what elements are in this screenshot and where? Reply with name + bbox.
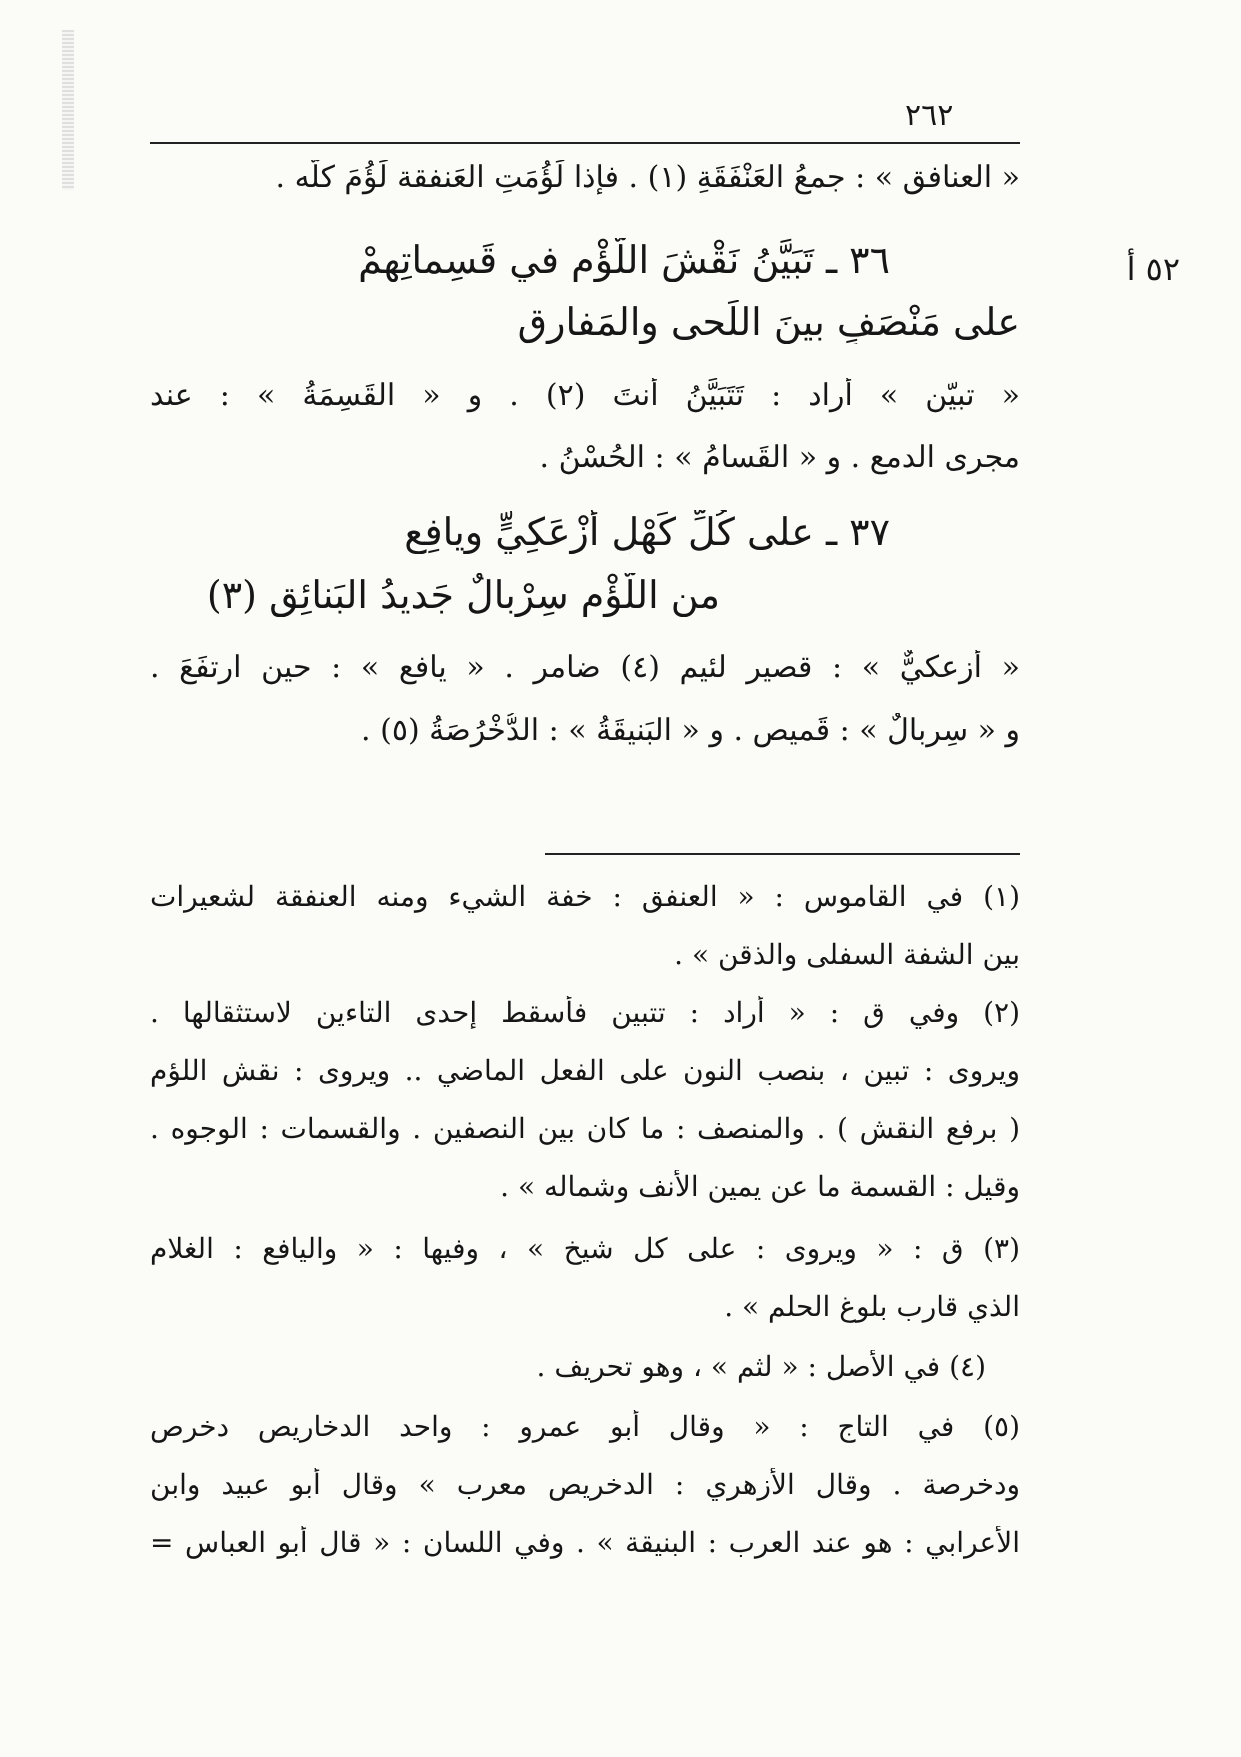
- body-line: « أزعكيٌّ » : قصير لئيم (٤) ضامر . « يافع » : حين ارتفَعَ .: [150, 650, 1020, 685]
- verse-line: على مَنْصَفٍ بينَ اللِّحى والمَفارِقِ: [517, 300, 1020, 344]
- body-line: « العنافق » : جمعُ العَنْفَقَةِ (١) . فإذا لَؤُمَتِ العَنفقة لَؤُمَ كلُّه .: [275, 160, 1020, 195]
- footnote-line: (٤) في الأصل : « لثم » ، وهو تحريف .: [536, 1350, 986, 1383]
- body-line: مجرى الدمع . و « القَسامُ » : الحُسْنُ .: [539, 440, 1020, 475]
- footnote-line: (٢) وفي ق : « أراد : تتبين فأسقط إحدى التاءين لاستثقالها .: [150, 996, 1020, 1029]
- verse-line: ٣٧ ـ على كُلِّ كَهْلٍ أَزْعَكِيٍّ ويافِعٍ: [404, 510, 890, 554]
- margin-folio-note: ٥٢ أ: [1126, 250, 1180, 288]
- scan-edge-shadow: [62, 30, 74, 190]
- footnotes: [150, 0, 1020, 1757]
- footnote-line: (٣) ق : « ويروى : على كل شيخ » ، وفيها : « واليافع : الغلام: [150, 1232, 1020, 1265]
- footnote-line: ( برفع النقش ) . والمنصف : ما كان بين النصفين . والقسمات : الوجوه .: [150, 1112, 1020, 1145]
- verse-line: من اللُّؤْمِ سِرْبالٌ جَديدُ البَنائِقِ (٣): [206, 573, 720, 617]
- body-line: و « سِربالٌ » : قَميص . و « البَنيقَةُ » : الدُّخْرُصَةُ (٥) .: [361, 713, 1020, 748]
- footnote-line: ويروى : تبين ، بنصب النون على الفعل الماضي .. ويروى : نقش اللؤم: [150, 1054, 1020, 1087]
- page-number: ٢٦٢: [905, 98, 954, 133]
- footnote-line: (٥) في التاج : « وقال أبو عمرو : واحد الدخاريص دخرص: [150, 1410, 1020, 1443]
- footnote-line: وقيل : القسمة ما عن يمين الأنف وشماله » .: [500, 1170, 1020, 1203]
- verse-line: ٣٦ ـ تَبَيَّنُ نَقْشَ اللُّؤْمِ في قَسِماتِهِمْ: [358, 238, 890, 282]
- body-line: « تبيّن » أراد : تَتَبَيَّنُ أنتَ (٢) . و « القَسِمَةُ » : عند: [150, 378, 1020, 413]
- footnote-line: الأعرابي : هو عند العرب : البنيقة » . وفي اللسان : « قال أبو العباس =: [150, 1526, 1020, 1559]
- footnote-line: (١) في القاموس : « العنفق : خفة الشيء ومنه العنفقة لشعيرات: [150, 880, 1020, 913]
- footnote-line: بين الشفة السفلى والذقن » .: [674, 938, 1020, 971]
- footnote-line: ودخرصة . وقال الأزهري : الدخريص معرب » وقال أبو عبيد وابن: [150, 1468, 1020, 1501]
- footnote-line: الذي قارب بلوغ الحلم » .: [724, 1290, 1020, 1323]
